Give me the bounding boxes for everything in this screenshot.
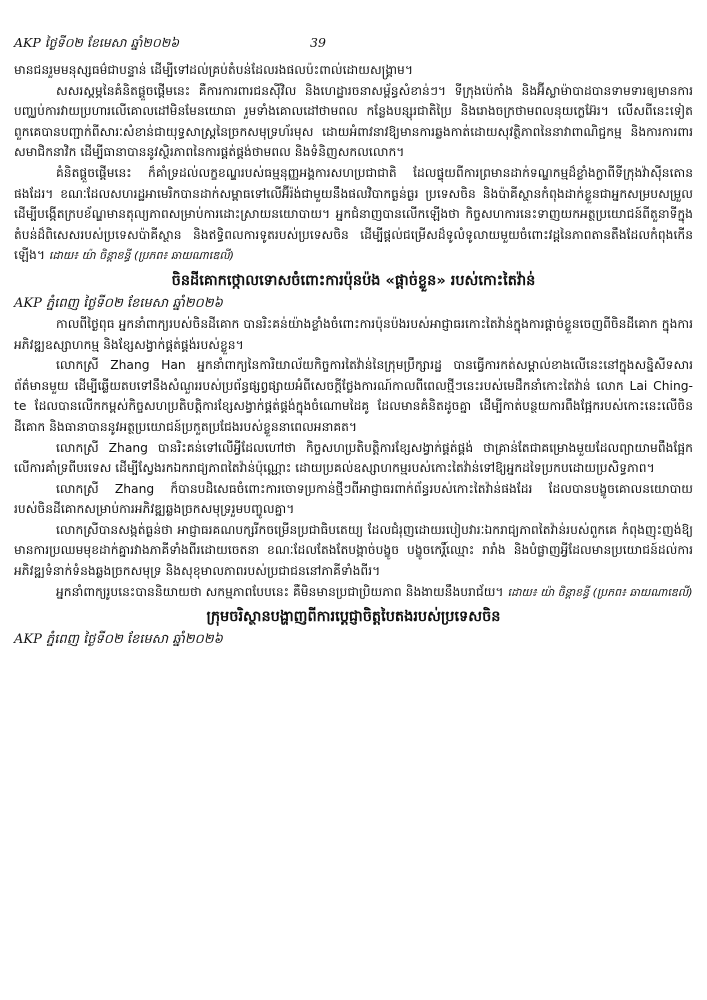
page-body: [14, 60, 693, 650]
article-headline: ក្រុមចរិស្ថានបង្ហាញពីការប្តេជ្ញាចិត្តបៃតងរបស់ប្រទេសចិន: [206, 609, 501, 626]
paragraph: លោកស្រី Zhang ក៏បានបដិសេធចំពោះការចោទប្រកាន់ថ្មីៗពីអាជ្ញាធរពាក់ព័ន្ធរបស់កោះតៃវ៉ាន់ផងដែរ ដែលបានបង្ខូចគោលនយោបាយរបស់ចិនដីគោកសម្រាប់ការអភិវឌ្ឍឆ្លងច្រកសមុទ្ររួមបញ្ចូលគ្នា។: [14, 481, 693, 517]
article-dateline: AKP ភ្នំពេញ ថ្ងៃទី០២ ខែមេសា ឆ្នាំ២០២៦: [14, 295, 223, 311]
byline-source: ដោយ៖ យ៉ា ចិន្តាខន្ធី (ប្រភព៖ ឆាយណាឌេលី): [507, 585, 693, 599]
article-environment: [14, 606, 693, 650]
paragraph-text: អ្នកនាំពាក្យរូបនេះបាននិយាយថា សកម្មភាពបែបនេះ គឺមិនមានប្រជាប្រិយភាព និងងាយនឹងបរាជ័យ។: [56, 584, 504, 599]
paragraph: កាលពីថ្ងៃពុធ អ្នកនាំពាក្យរបស់ចិនដីគោក បានរិះគន់យ៉ាងខ្លាំងចំពោះការប៉ុនប៉ងរបស់អាជ្ញាធរកោះតៃវ៉ាន់ក្នុងការផ្តាច់ខ្លួនចេញពីចិនដីគោក ក្នុងការអភិវឌ្ឍឧស្សាហកម្ម និងខ្សែសង្វាក់ផ្គត់ផ្គង់របស់ខ្លួន។: [14, 316, 693, 352]
page-number: 39: [310, 35, 326, 50]
paragraph: [14, 582, 693, 604]
article-dateline: AKP ភ្នំពេញ ថ្ងៃទី០២ ខែមេសា ឆ្នាំ២០២៦: [14, 632, 223, 648]
paragraph-text: គំនិតផ្តួចផ្តើមនេះ ក៏គាំទ្រដល់លក្ខខណ្ឌរបស់ធម្មនុញ្ញអង្គការសហប្រជាជាតិ ដែលផ្ទុយពីការព្រមានដាក់ទណ្ឌកម្មដ៏ខ្លាំងក្លាពីទីក្រុងវ៉ាស៊ីនតោនផងដែរ។ ខណៈដែលសហរដ្ឋអាមេរិកបានដាក់សម្ពាធទៅលើអ៊ីរ៉ង់ជាមួយនឹងផលវិបាកធ្ងន់ធ្ងរ ប្រទេសចិន និងប៉ាគីស្ថានកំពុងដាក់ខ្លួនជាអ្នកសម្របសម្រួល ដើម្បីបង្កើតក្របខ័ណ្ឌមានតុល្យភាពសម្រាប់ការដោះស្រាយនយោបាយ។ អ្នកជំនាញបានលើកឡើងថា កិច្ចសហការនេះទាញយកអត្ថប្រយោជន៍ពីតួនាទីក្នុងតំបន់ដ៏ពិសេសរបស់ប្រទេសប៉ាគីស្ថាន និងឥទ្ធិពលការទូតរបស់ប្រទេសចិន ដើម្បីផ្តល់ជម្រើសដ៏ទូលំទូលាយមួយចំពោះវដ្តនៃភាពតានតឹងដែលកំពុងកើនឡើង។: [14, 165, 693, 263]
edition-date: AKP ថ្ងៃទី០២ ខែមេសា ឆ្នាំ២០២៦: [14, 35, 180, 50]
article-taiwan: [14, 270, 693, 603]
paragraph: [14, 163, 693, 267]
article-headline: ចិនដីគោកថ្កោលទោសចំពោះការប៉ុនប៉ង «ផ្ដាច់ខ្លួន» របស់កោះតៃវ៉ាន់: [171, 272, 536, 289]
byline-source: ដោយ៖ យ៉ា ចិន្តា​ខន្ធី (ប្រភព៖ ឆាយណាឌេលី): [48, 249, 234, 263]
article-ceasefire-continuation: [14, 60, 693, 267]
paragraph: លោកស្រី Zhang បានរិះគន់ទៅលើអ្វីដែលហៅថា កិច្ចសហប្រតិបត្តិការខ្សែសង្វាក់ផ្គត់ផ្គង់ ថាគ្រាន់តែជាគម្រោងមួយដែលព្យាយាមពឹងផ្អែកលើការគាំទ្រពីបរទេស ដើម្បីស្វែងរកឯករាជ្យភាពតៃវ៉ាន់ប៉ុណ្ណោះ ដោយប្រគល់ឧស្សាហកម្មរបស់កោះតៃវ៉ាន់ទៅឱ្យអ្នកដទៃប្រកបដោយប្រសិទ្ធភាព។: [14, 440, 693, 476]
paragraph: មានជនរួមមនុស្សធម៌ជាបន្ទាន់ ដើម្បីទៅដល់គ្រប់តំបន់ដែលរងផលប៉ះពាល់ដោយសង្គ្រាម។: [14, 63, 413, 77]
paragraph: លោកស្រីបានសង្កត់ធ្ងន់ថា អាជ្ញាធរគណបក្សរីកចម្រើនប្រជាធិបតេយ្យ ដែលជំរុញដោយរបៀបវារៈឯករាជ្យភាពតៃវ៉ាន់របស់ពួកគេ កំពុងញុះញង់ឱ្យមានការប្រឈមមុខដាក់គ្នារវាងភាគីទាំងពីរដោយចេតនា ខណៈដែលតែងតែបង្កាច់បង្ខូច បង្ខូចកេរ្តិ៍ឈ្មោះ រារាំង និងបំផ្លាញអ្វីដែលមានប្រយោជន៍ដល់ការអភិវឌ្ឍទំនាក់ទំនងឆ្លងច្រកសមុទ្រ និងសុខុមាលភាពរបស់ប្រជាជននៅភាគីទាំងពីរ។: [14, 522, 693, 579]
page-header: [14, 35, 693, 55]
paragraph: សសរស្តម្ភនៃគំនិតផ្តួចផ្តើមនេះ គឺការការពារជនស៊ីវិល និងហេដ្ឋារចនាសម្ព័ន្ធសំខាន់ៗ។ ទីក្រុងប៉េកាំង និងអ៊ីស្លាម៉ាបាដបានទាមទារឲ្យមានការបញ្ឈប់ការវាយប្រហារលើគោលដៅមិនមែនយោធា រួមទាំងគោលដៅថាមពល កន្លែងបន្សុរជាតិប្រៃ និងរោងចក្រថាមពលនុយក្លេអ៊ែរ។ លើសពីនេះទៀត ពួកគេបានបញ្ជាក់ពីសារៈសំខាន់ជាយុទ្ធសាស្ត្រនៃច្រកសមុទ្រហ័រមុស ដោយអំពាវនាវឱ្យមានការឆ្លងកាត់ដោយសុវត្ថិភាពនៃនាវាពាណិជ្ជកម្ម និងការការពារសមាជិកនាវិក ដើម្បីធានាបាននូវស្ថិរភាពនៃការផ្គត់ផ្គង់ថាមពល និងទំនិញសកលលោក។: [14, 83, 693, 160]
paragraph: លោកស្រី Zhang Han អ្នកនាំពាក្យនៃការិយាល័យកិច្ចការតៃវ៉ាន់នៃក្រុមប្រឹក្សារដ្ឋ បានធ្វើការកត់សម្គាល់ខាងលើនេះនៅក្នុងសន្និសីទសារព័ត៌មានមួយ ដើម្បីឆ្លើយតបទៅនឹងសំណួររបស់ប្រព័ន្ធផ្សព្វផ្សាយអំពីសេចក្តីថ្លែងការណ៍កាលពីពេលថ្មីៗនេះរបស់មេដឹកនាំកោះតៃវ៉ាន់ លោក Lai Ching-te ដែលបានលើកកម្ពស់កិច្ចសហប្រតិបត្តិការខ្សែសង្វាក់ផ្គត់ផ្គង់ក្នុងចំណោមដៃគូ ដែលមានគំនិតដូចគ្នា ដើម្បីកាត់បន្ថយការពឹងផ្អែករបស់កោះនេះលើចិនដីគោក និងធានាបាននូវអត្ថប្រយោជន៍ប្រកួតប្រជែងរបស់ខ្លួននាពេលអនាគត។: [14, 358, 693, 434]
